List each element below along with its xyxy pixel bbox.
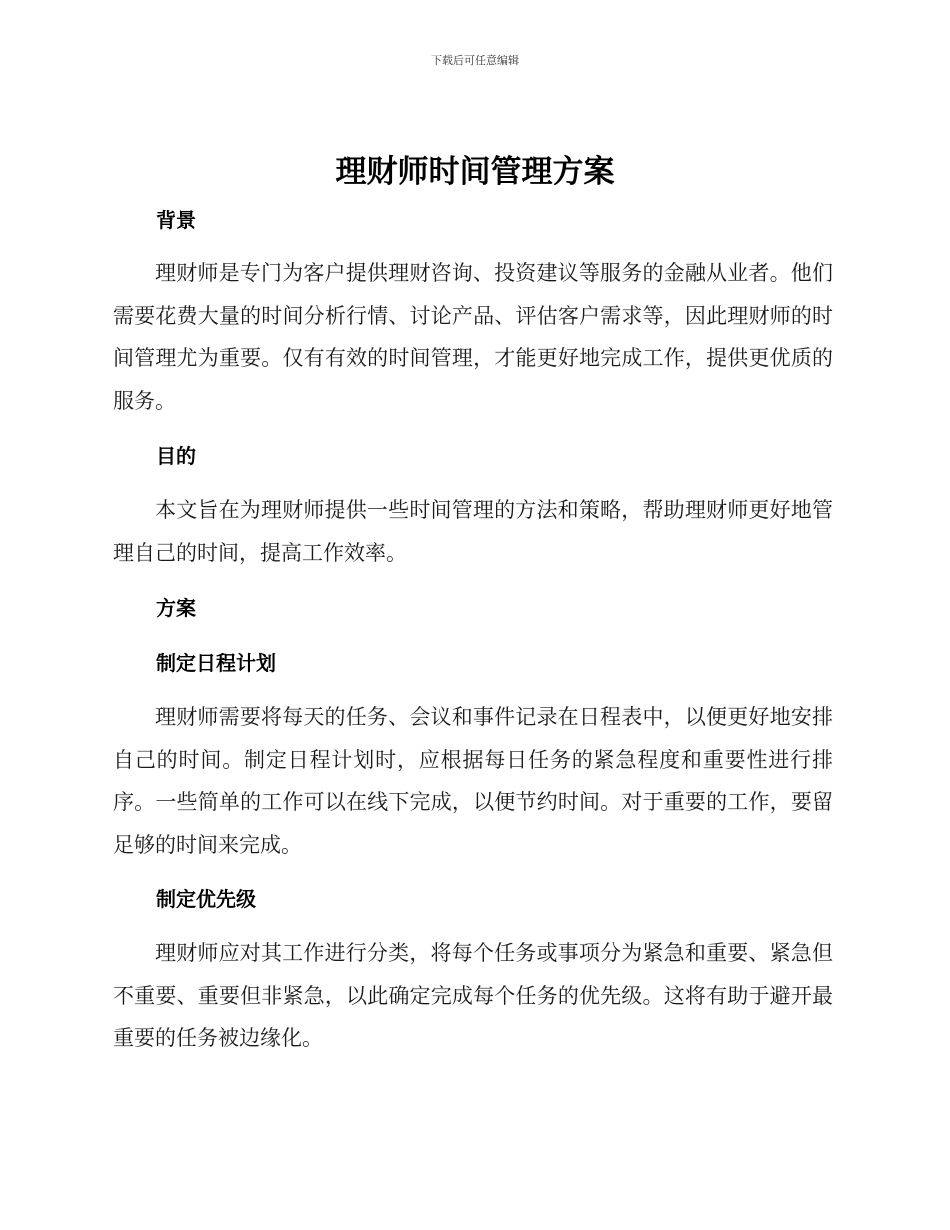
page-header-note: 下载后可任意编辑 bbox=[431, 54, 519, 67]
document-title: 理财师时间管理方案 bbox=[335, 154, 615, 190]
section-paragraph-schedule: 理财师需要将每天的任务、会议和事件记录在日程表中，以便更好地安排自己的时间。制定日程计划时，应根据每日任务的紧急程度和重要性进行排序。一些简单的工作可以在线下完成，以便节约时间。对于重要的工作，要留足够的时间来完成。 bbox=[113, 705, 833, 857]
section-heading-priority: 制定优先级 bbox=[156, 887, 256, 911]
section-heading-purpose: 目的 bbox=[156, 444, 196, 468]
section-heading-schedule: 制定日程计划 bbox=[156, 651, 276, 675]
section-heading-plan: 方案 bbox=[156, 596, 196, 620]
section-paragraph-priority: 理财师应对其工作进行分类，将每个任务或事项分为紧急和重要、紧急但不重要、重要但非紧急，以此确定完成每个任务的优先级。这将有助于避开最重要的任务被边缘化。 bbox=[113, 941, 833, 1050]
section-paragraph-purpose: 本文旨在为理财师提供一些时间管理的方法和策略，帮助理财师更好地管理自己的时间，提高工作效率。 bbox=[113, 498, 833, 565]
section-heading-background: 背景 bbox=[156, 208, 196, 232]
section-paragraph-background: 理财师是专门为客户提供理财咨询、投资建议等服务的金融从业者。他们需要花费大量的时间分析行情、讨论产品、评估客户需求等，因此理财师的时间管理尤为重要。仅有有效的时间管理，才能更好地完成工作，提供更优质的服务。 bbox=[113, 261, 833, 413]
